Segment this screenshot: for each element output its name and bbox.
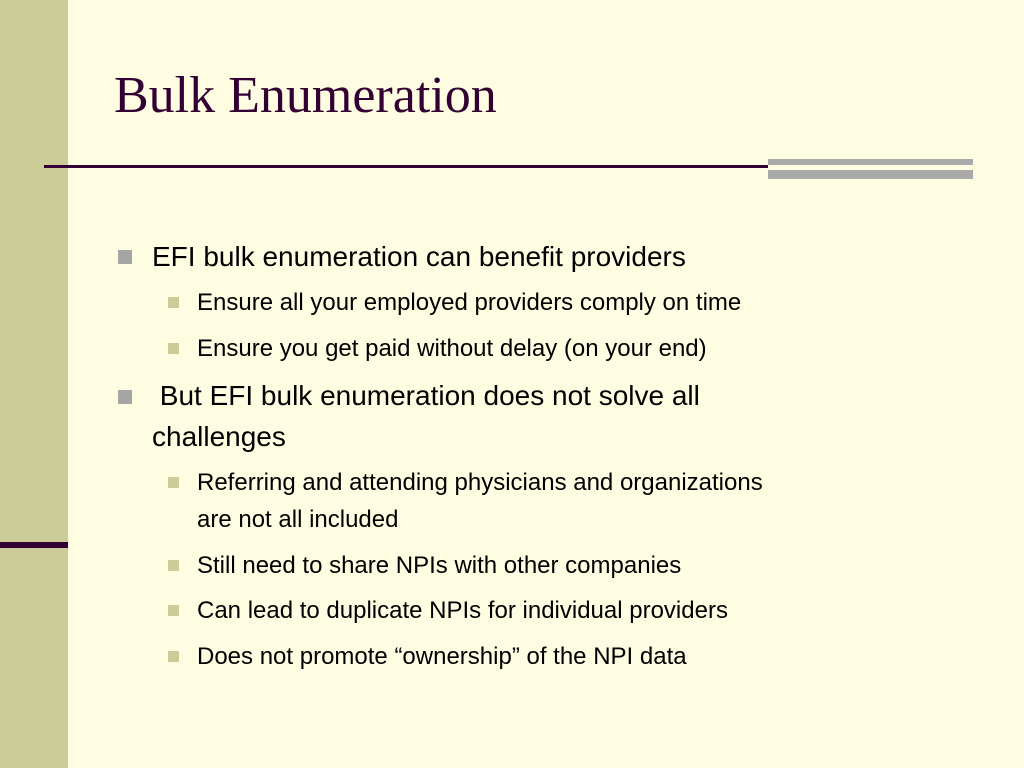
sub-bullet-item-1-1: Ensure all your employed providers comply on time (197, 289, 742, 316)
bullet-item-2-line-1: But EFI bulk enumeration does not solve all (152, 380, 700, 411)
sub-bullet-item-2-1-line-1: Referring and attending physicians and organizations (197, 469, 763, 496)
small-square-bullet-icon (168, 477, 179, 488)
square-bullet-icon (118, 250, 132, 264)
sub-bullet-item-2-3: Can lead to duplicate NPIs for individual providers (197, 597, 728, 624)
small-square-bullet-icon (168, 560, 179, 571)
small-square-bullet-icon (168, 651, 179, 662)
sub-bullet-item-2-4: Does not promote “ownership” of the NPI data (197, 643, 687, 670)
square-bullet-icon (118, 390, 132, 404)
small-square-bullet-icon (168, 343, 179, 354)
bullet-item-1: EFI bulk enumeration can benefit providers (152, 241, 686, 272)
sub-bullet-item-2-2: Still need to share NPIs with other companies (197, 552, 682, 579)
bullet-item-2-line-2: challenges (152, 421, 286, 452)
small-square-bullet-icon (168, 297, 179, 308)
slide-title: Bulk Enumeration (114, 67, 497, 124)
sub-bullet-item-2-1-line-2: are not all included (197, 506, 399, 533)
sub-bullet-item-1-2: Ensure you get paid without delay (on your end) (197, 335, 707, 362)
small-square-bullet-icon (168, 605, 179, 616)
